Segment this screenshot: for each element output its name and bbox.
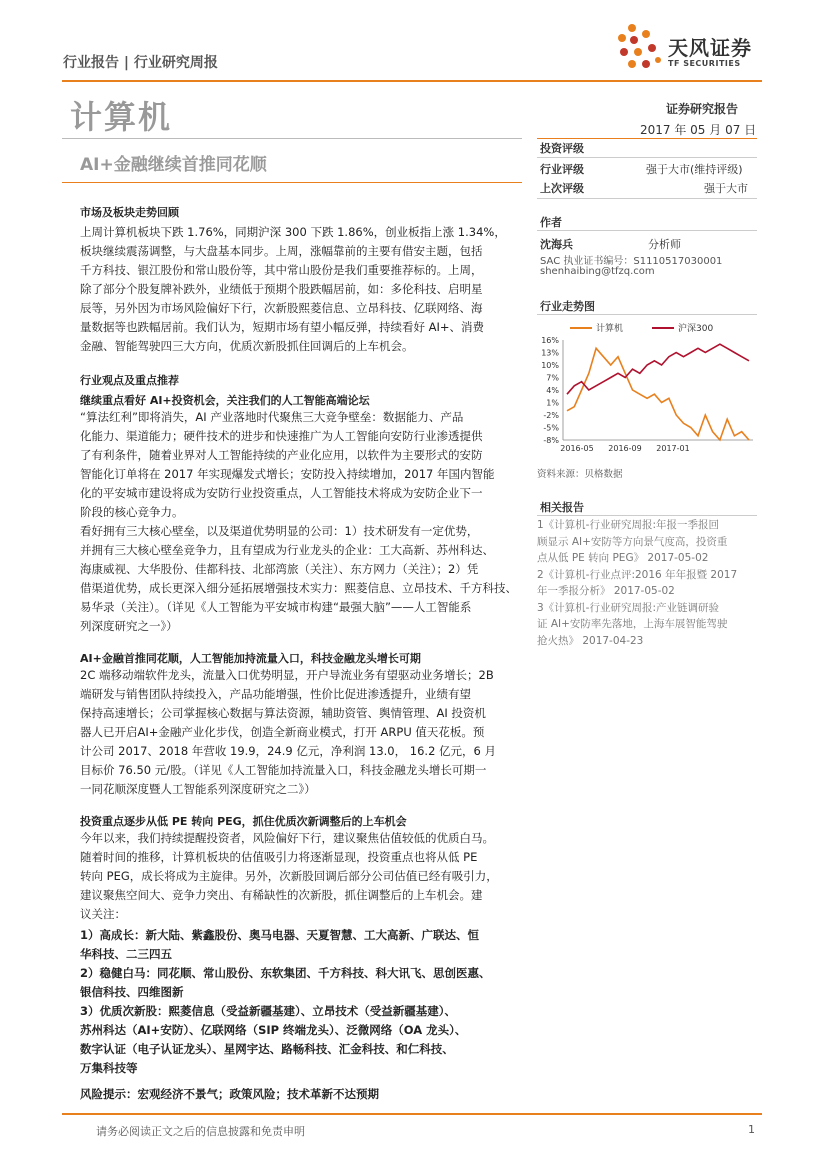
risk-warning: 风险提示：宏观经济不景气；政策风险；技术革新不达预期: [80, 1087, 379, 1101]
y-tick-label: -2%: [543, 411, 559, 420]
y-tick-label: 1%: [546, 398, 559, 408]
related-report-item[interactable]: 1《计算机-行业研究周报:年报一季报回 顾显示 AI+安防等方向景气度高，投资重 点从低 PE 转向 PEG》 2017-05-02: [537, 519, 728, 564]
rating-bottom-divider: [537, 198, 757, 199]
report-date: 2017 年 05 月 07 日: [640, 123, 757, 137]
y-tick-label: 13%: [541, 348, 559, 358]
rating-row-value: 强于大市(维持评级): [646, 163, 743, 176]
subsection-heading: 继续重点看好 AI+投资机会，关注我们的人工智能高端论坛: [80, 394, 370, 407]
footer-disclaimer[interactable]: 请务必阅读正文之后的信息披露和免责申明: [96, 1125, 305, 1138]
report-type: 证券研究报告: [666, 102, 739, 116]
section-heading: 市场及板块走势回顾: [80, 206, 179, 219]
author-email[interactable]: shenhaibing@tfzq.com: [540, 266, 655, 277]
logo-mark-icon: [612, 20, 668, 76]
page-number: 1: [748, 1123, 755, 1136]
logo-company-subtitle: TF SECURITIES: [668, 59, 741, 68]
y-tick-label: -5%: [543, 423, 559, 433]
paragraph: 上周计算机板块下跌 1.76%，同期沪深 300 下跌 1.86%，创业板指上涨 1.34%， 板块继续震荡调整，与大盘基本同步。上周，涨幅靠前的主要有借安主题，包括 千方科技、银江股份和常山股份等，其中常山股份是我们重要推荐标的。上周， 除了部分个股复牌补跌外，业绩低于预期个股跌幅居前，如：多伦科技、启明星 辰等，另外因为市场风险偏好下行，次新股熙菱信息、立昂科技、亿联网络、海 量数据等也跌幅居前。我们认为，短期市场有望小幅反弹，持续看好 AI+、消费 金融、智能驾驶四三大方向，优质次新股抓住回调后的上车机会。: [80, 225, 506, 353]
section-heading: AI+金融首推同花顺，人工智能加持流量入口，科技金融龙头增长可期: [80, 652, 421, 665]
trend-divider: [537, 314, 757, 315]
sector-title: 计算机: [70, 98, 173, 136]
rating-row-value: 强于大市: [704, 182, 748, 195]
rating-heading: 投资评级: [540, 142, 584, 155]
body-column: [80, 204, 520, 1102]
related-report-item[interactable]: 2《计算机-行业点评:2016 年年报暨 2017 年一季报分析》 2017-05-02: [537, 568, 738, 597]
footer-divider: [62, 1113, 762, 1115]
author-heading: 作者: [540, 216, 562, 229]
y-tick-label: 4%: [546, 386, 559, 395]
related-heading: 相关报告: [540, 501, 584, 514]
related-divider: [537, 515, 757, 516]
author-role: 分析师: [648, 238, 681, 251]
y-tick-label: -8%: [543, 436, 559, 445]
legend-label: 沪深300: [678, 324, 714, 334]
y-tick-label: 10%: [541, 361, 559, 370]
author-license: SAC 执业证书编号：S1110517030001: [540, 256, 723, 267]
rating-row-label: 行业评级: [540, 163, 584, 176]
title-top-divider: [62, 138, 522, 139]
author-name: 沈海兵: [540, 238, 573, 251]
y-tick-label: 7%: [546, 373, 559, 383]
rating-row-label: 上次评级: [540, 182, 584, 195]
title-bottom-divider: [62, 182, 522, 183]
breadcrumb: 行业报告 | 行业研究周报: [63, 55, 218, 71]
paragraph: 今年以来，我们持续提醒投资者，风险偏好下行，建议聚焦估值较低的优质白马。 随着时间的推移，计算机板块的估值吸引力将逐渐显现，投资重点也将从低 PE 转向 PEG，成长将成为主旋律。另外，次新股回调后部分公司估值已经有吸引力， 建议聚焦空间大、竞争力突出、有稀缺性的次新股，抓住调整后的上车机会。建 议关注：: [80, 831, 498, 921]
x-tick-label: 2017-01: [656, 444, 690, 453]
paragraph: “算法红利”即将消失，AI 产业落地时代聚焦三大竞争壁垒：数据能力、产品 化能力、渠道能力；硬件技术的进步和快速推广为人工智能向安防行业渗透提供 了有利条件，随着业界对人工智能持续的产业化应用，以软件为主要形式的安防 智能化订单将在 2017 年实现爆发式增长；安防投入持续增加，2017 年国内智能 化的平安城市建设将成为安防行业投资重点，人工智能技术将成为安防企业下一 阶段的核心竞争力。 看好拥有三大核心壁垒，以及渠道优势明显的公司：1）技术研发有一定优势， 并拥有三大核心壁垒竞争力，且有望成为行业龙头的企业：工大高新、苏州科达、 海康威视、大华股份、佳都科技、北部湾旅（关注）、东方网力（关注）；2）凭 借渠道优势，成长更深入细分延拓展增强技术实力：熙菱信息、立昂技术、千方科技、 易华录（关注）。（详见《人工智能为平安城市构建“最强大脑”——人工智能系 列深度研究之一》）: [80, 410, 517, 633]
logo-company-name: 天风证券: [668, 36, 752, 60]
x-tick-label: 2016-05: [560, 444, 594, 453]
y-tick-label: 16%: [541, 336, 559, 345]
author-divider: [537, 230, 757, 231]
paragraph: 2C 端移动端软件龙头，流量入口优势明显，开户导流业务有望驱动业务增长；2B 端研发与销售团队持续投入，产品功能增强，性价比促进渗透提升，业绩有望 保持高速增长；公司掌握核心数据与算法资源，辅助资管、舆情管理、AI 投资机 器人已开启AI+金融产业化步伐，创造全新商业模式，打开 ARPU 值天花板。预 计公司 2017、2018 年营收 19.9，24.9 亿元，净利润 13.0， 16.2 亿元，6 月 目标价 76.50 元/股。（详见《人工智能加持流量入口，科技金融龙头增长可期一 一同花顺深度暨人工智能系列深度研究之二》）: [80, 668, 497, 796]
related-report-item[interactable]: 3《计算机-行业研究周报:产业链调研验 证 AI+安防率先落地，上海车展智能驾驶 抢火热》 2017-04-23: [537, 601, 728, 647]
header-divider: [62, 80, 762, 82]
rating-divider: [537, 157, 757, 158]
trend-source: 资料来源：贝格数据: [537, 469, 623, 480]
trend-heading: 行业走势图: [540, 300, 595, 313]
stock-picks: 1）高成长：新大陆、紫鑫股份、奥马电器、天夏智慧、工大高新、广联达、恒 华科技、二三四五 2）稳健白马：同花顺、常山股份、东软集团、千方科技、科大讯飞、思创医惠、 银信科技、四维图新 3）优质次新股：熙菱信息（受益新疆基建）、立昂技术（受益新疆基建）、 苏州科达（AI+安防）、亿联网络（SIP 终端龙头）、泛微网络（OA 龙头）、 数字认证（电子认证龙头）、星网宇达、路畅科技、汇金科技、和仁科技、 万集科技等: [80, 928, 491, 1075]
related-list: [537, 517, 759, 649]
section-heading: 行业观点及重点推荐: [80, 374, 179, 387]
x-tick-label: 2016-09: [608, 444, 642, 453]
section-heading: 投资重点逐步从低 PE 转向 PEG，抓住优质次新调整后的上车机会: [80, 815, 407, 828]
trend-chart: [535, 318, 760, 458]
report-title: AI+金融继续首推同花顺: [80, 155, 267, 175]
rating-top-divider: [537, 138, 757, 139]
legend-label: 计算机: [596, 324, 624, 334]
